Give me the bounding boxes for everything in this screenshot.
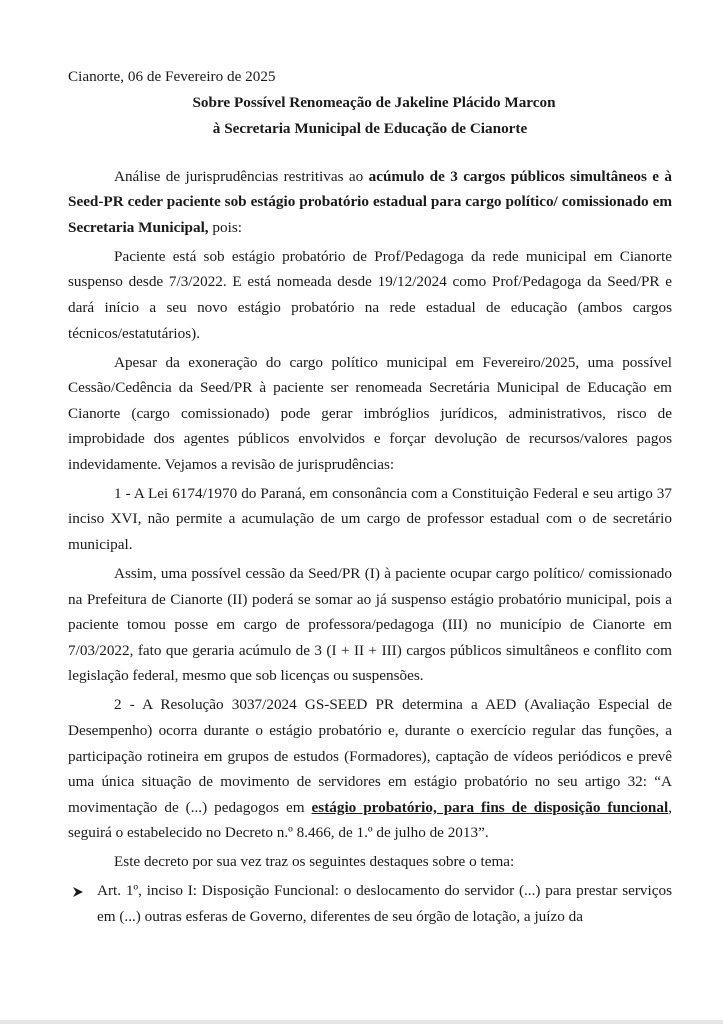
paragraph-intro <box>68 164 672 241</box>
paragraph-patient-status: Paciente está sob estágio probatório de Prof/Pedagoga da rede municipal em Cianorte suspenso desde 7/3/2022. E está nomeada desde 19/12/2024 como Prof/Pedagoga da Seed/PR e dará início a seu novo estágio probatório na rede estadual de educação (ambos cargos técnicos/estatutários). <box>68 247 672 342</box>
document-title-line-1: Sobre Possível Renomeação de Jakeline Plácido Marcon <box>192 93 556 111</box>
title-spacer <box>68 142 672 164</box>
paragraph-item-2-tail: , seguirá o estabelecido no Decreto n.º 8.466, de 1.º de julho de 2013”. <box>68 798 672 842</box>
paragraph-item-2-resolution <box>68 692 672 846</box>
paragraph-item-2-lead: 2 - A Resolução 3037/2024 GS-SEED PR determina a AED (Avaliação Especial de Desempenho) ocorra durante o estágio probatório e, durante o exercício regular das funções, a participação rotineira em grupos de estudos (Formadores), captação de vídeos periódicos e prevê uma única situação de movimento de servidores em estágio probatório no seu artigo 32: “A movimentação de (...) pedagogos em <box>68 696 672 816</box>
paragraph-exoneration: Apesar da exoneração do cargo político municipal em Fevereiro/2025, uma possível Cessão/Cedência da Seed/PR à paciente ser renomeada Secretária Municipal de Educação em Cianorte (cargo comissionado) pode gerar imbróglios jurídicos, administrativos, risco de improbidade dos agentes públicos envolvidos e forçar devolução de recursos/valores pagos indevidamente. Vejamos a revisão de jurisprudências: <box>68 353 672 473</box>
date-line: Cianorte, 06 de Fevereiro de 2025 <box>68 68 276 85</box>
bullet-text: Art. 1º, inciso I: Disposição Funcional: o deslocamento do servidor (...) para prestar serviços em (...) outras esferas de Governo, diferentes de seu órgão de lotação, a juízo da <box>97 882 672 925</box>
paragraph-item-2-emphasis: estágio probatório, para fins de disposição funcional <box>311 798 669 816</box>
page-bottom-edge <box>0 1020 723 1024</box>
paragraph-intro-tail: pois: <box>208 218 242 236</box>
paragraph-accumulation: Assim, uma possível cessão da Seed/PR (I) à paciente ocupar cargo político/ comissionado na Prefeitura de Cianorte (II) poderá se somar ao já suspenso estágio probatório municipal, pois a paciente tomou posse em cargo de professora/pedagoga (III) no município de Cianorte em 7/03/2022, fato que geraria acúmulo de 3 (I + II + III) cargos públicos simultâneos e conflito com legislação federal, mesmo que sob licenças ou suspensões. <box>68 565 672 685</box>
document-body <box>68 64 672 930</box>
paragraph-item-1-law: 1 - A Lei 6174/1970 do Paraná, em consonância com a Constituição Federal e seu artigo 37 inciso XVI, não permite a acumulação de um cargo de professor estadual com o de secretário municipal. <box>68 484 672 554</box>
bullet-list-item <box>68 878 672 929</box>
document-title-line-2: à Secretaria Municipal de Educação de Cianorte <box>212 119 528 137</box>
arrowhead-bullet-icon <box>72 878 84 904</box>
paragraph-intro-bold: acúmulo de 3 cargos públicos simultâneos e à Seed-PR ceder paciente sob estágio probatório estadual para cargo político/ comissionado em Secretaria Municipal, <box>68 167 673 236</box>
paragraph-intro-lead: Análise de jurisprudências restritivas ao <box>114 167 369 185</box>
paragraph-decree-intro: Este decreto por sua vez traz os seguintes destaques sobre o tema: <box>114 853 515 871</box>
